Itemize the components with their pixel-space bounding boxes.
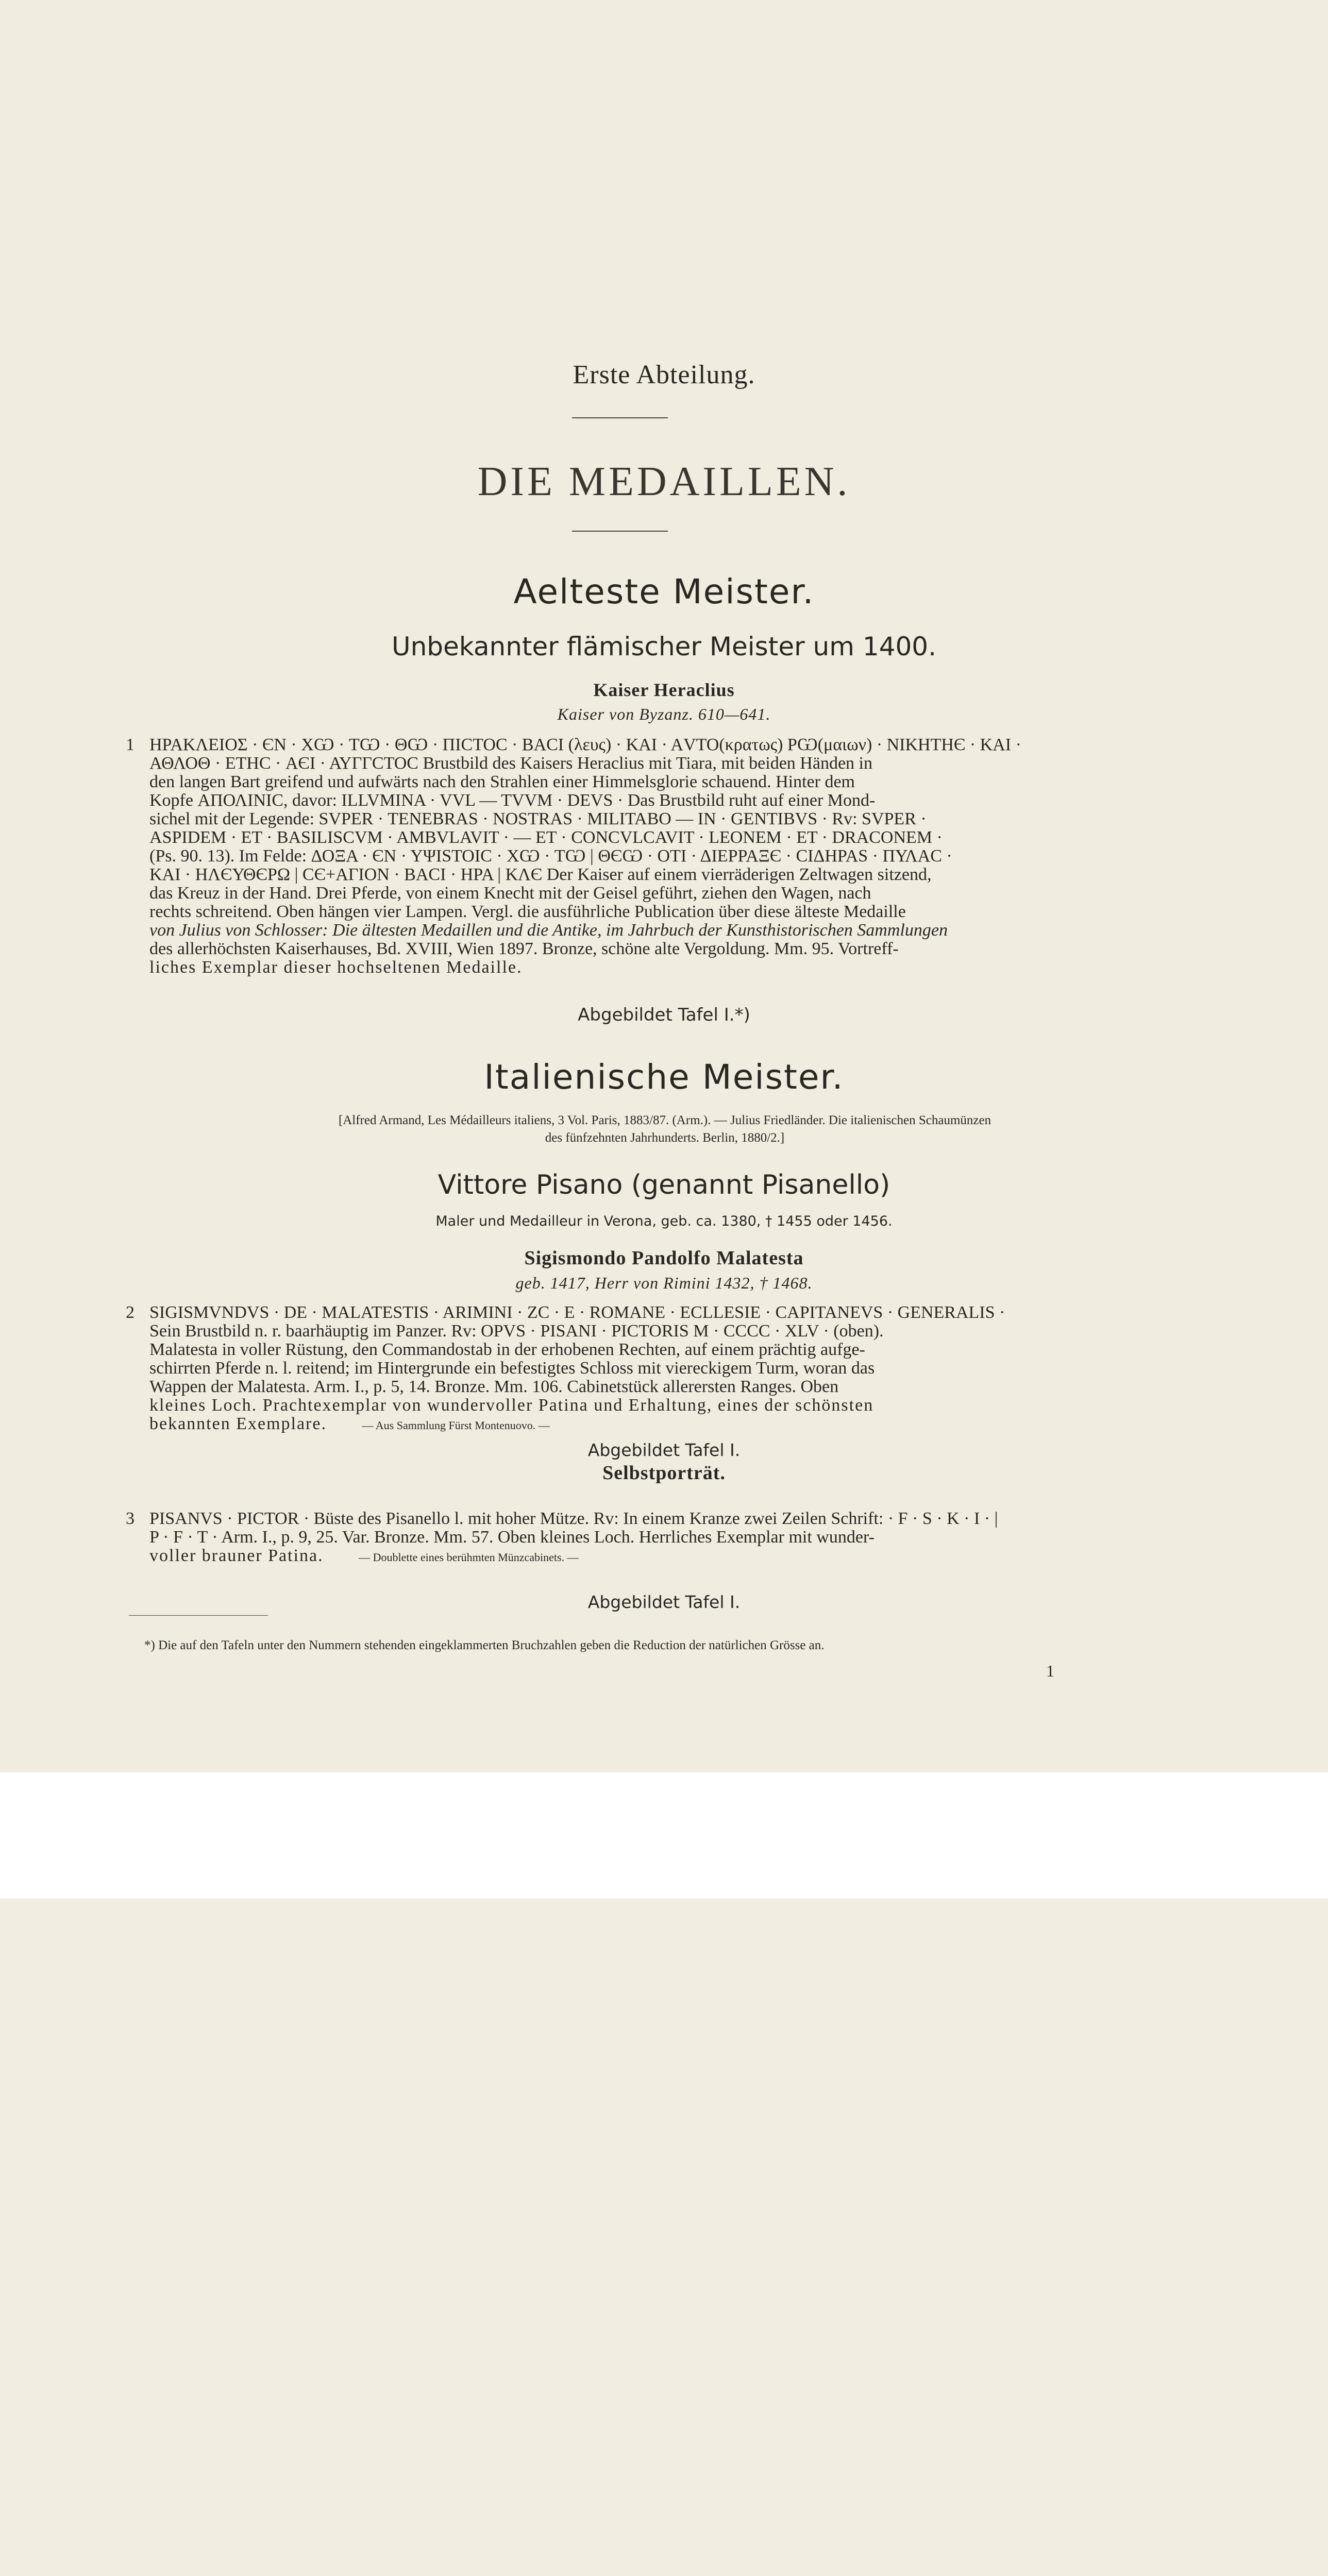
illustration-reference: Abgebildet Tafel I.: [587, 1592, 741, 1612]
section-heading: Italienische Meister.: [484, 1057, 844, 1097]
entry-heading: Sigismondo Pandolfo Malatesta: [524, 1247, 804, 1269]
divider: [572, 417, 668, 418]
entry-line: sichel mit der Legende: SVPER · TENEBRAS · NOSTRAS · MILITABO — IN · GENTIBVS · Rv: SVPER ·: [149, 809, 927, 828]
literature-line: [Alfred Armand, Les Médailleurs italiens, 3 Vol. Paris, 1883/87. (Arm.). — Julius Friedländer. Die italienischen Schaumünzen: [338, 1113, 991, 1127]
entry-line: ΑΘΛΟΘ · ΕΤΗC · ΑЄΙ · ΑΥΓΓCΤΟC Brustbild des Kaisers Heraclius mit Tiara, mit beiden Händen in: [149, 754, 872, 773]
entry-line: von Julius von Schlosser: Die ältesten Medaillen und die Antike, im Jahrbuch der Kunsthistorischen Sammlungen: [149, 921, 948, 940]
catalog-entry: [126, 1303, 1134, 1435]
entry-line: voller brauner Patina.: [149, 1546, 324, 1565]
catalog-entry: [126, 735, 1134, 977]
part-heading: Erste Abteilung.: [573, 360, 755, 389]
illustration-reference: Abgebildet Tafel I.: [587, 1440, 741, 1460]
entry-subtitle: Kaiser von Byzanz. 610—641.: [557, 705, 771, 723]
entry-line: den langen Bart greifend und aufwärts nach den Strahlen einer Himmelsglorie schauend. Hinter dem: [149, 772, 855, 791]
footnote: *) Die auf den Tafeln unter den Nummern stehenden eingeklammerten Bruchzahlen geben die Reduction der natürlichen Grösse an.: [144, 1638, 825, 1652]
entry-line: liches Exemplar dieser hochseltenen Medaille.: [149, 958, 523, 977]
entry-line: SIGISMVNDVS · DE · MALATESTIS · ARIMINI · ZC · E · ROMANE · ECLLESIE · CAPITANEVS · GENERALIS ·: [149, 1303, 1005, 1322]
divider: [572, 531, 668, 532]
entry-line: Sein Brustbild n. r. baarhäuptig im Panzer. Rv: OPVS · PISANI · PICTORIS M · CCCC · XLV · (oben).: [149, 1321, 884, 1341]
entry-line: des allerhöchsten Kaiserhauses, Bd. XVIII, Wien 1897. Bronze, schöne alte Vergoldung. Mm. 95. Vortreff-: [149, 939, 899, 958]
entry-line: Kopfe ΑΠΟΛΙΝΙC, davor: ILLVMINA · VVL — TVVM · DEVS · Das Brustbild ruht auf einer Mond-: [149, 791, 876, 810]
entry-line: ΚΑΙ · ΗΛЄΥΘЄΡΩ | CЄ+ΑΓΙΟΝ · ΒΑCΙ · ΗΡΑ | ΚΛЄ Der Kaiser auf einem vierräderigen Zeltwagen sitzend,: [149, 865, 932, 884]
entry-line: Malatesta in voller Rüstung, den Commandostab in der erhobenen Rechten, auf einem prächtig aufge-: [149, 1340, 865, 1359]
viewer-footer: [0, 1772, 1328, 1899]
subsection-heading: Unbekannter flämischer Meister um 1400.: [392, 632, 936, 662]
illustration-reference: Abgebildet Tafel I.*): [578, 1005, 750, 1025]
catalog-entry: [126, 1509, 1134, 1567]
entry-line: Wappen der Malatesta. Arm. I., p. 5, 14. Bronze. Mm. 106. Cabinetstück allerersten Ranges. Oben: [149, 1377, 839, 1396]
entry-line: PISANVS · PICTOR · Büste des Pisanello l. mit hoher Mütze. Rv: In einem Kranze zwei Zeilen Schrift: · F · S · K · I · |: [149, 1509, 998, 1528]
master-info: Maler und Medailleur in Verona, geb. ca. 1380, † 1455 oder 1456.: [435, 1213, 893, 1229]
entry-subtitle: geb. 1417, Herr von Rimini 1432, † 1468.: [515, 1274, 813, 1292]
literature-note: [175, 1112, 1154, 1147]
entry-number: 2: [126, 1303, 135, 1322]
footnote-divider: [129, 1615, 268, 1616]
entry-line: das Kreuz in der Hand. Drei Pferde, von einem Knecht mit der Geisel geführt, ziehen den Wagen, nach: [149, 884, 871, 903]
entry-line: kleines Loch. Prachtexemplar von wundervoller Patina und Erhaltung, eines der schönsten: [149, 1396, 874, 1415]
master-heading: Vittore Pisano (genannt Pisanello): [438, 1170, 890, 1200]
provenance: — Doublette eines berühmten Münzcabinets. —: [359, 1551, 579, 1564]
entry-line: schirrten Pferde n. l. reitend; im Hintergrunde ein befestigtes Schloss mit viereckigem Turm, woran das: [149, 1359, 875, 1378]
entry-line: ΗΡΑΚΛΕΙΟΣ · ЄΝ · ΧѠ · ΤѠ · ΘѠ · ΠΙCΤΟC · ΒΑCΙ (λευς) · ΚΑΙ · ΑVΤΟ(κρατως) ΡѠ(μαιων) · ΝΙΚΗΤΗЄ · ΚΑΙ ·: [149, 735, 1021, 754]
entry-heading: Kaiser Heraclius: [593, 680, 735, 700]
page-number: 1: [1046, 1662, 1054, 1680]
entry-line: (Ps. 90. 13). Im Felde: ΔΟΞΑ · ЄΝ · ΥΨΙSΤΟΙC · ΧѠ · ΤѠ | ΘЄѠ · ΟΤΙ · ΔΙΕΡΡΑΞЄ · CΙΔΗΡΑS · ΠΥΛΑC ·: [149, 846, 952, 866]
page-title: DIE MEDAILLEN.: [477, 459, 851, 504]
section-heading: Aelteste Meister.: [513, 572, 815, 612]
entry-line: rechts schreitend. Oben hängen vier Lampen. Vergl. die ausführliche Publication über diese älteste Medaille: [149, 902, 906, 921]
entry-number: 1: [126, 735, 135, 754]
provenance: — Aus Sammlung Fürst Montenuovo. —: [362, 1419, 550, 1432]
entry-line: bekannten Exemplare.: [149, 1414, 327, 1433]
entry-heading: Selbstporträt.: [602, 1462, 726, 1484]
entry-line: ASPIDEM · ET · BASILISCVM · AMBVLAVIT · — ET · CONCVLCAVIT · LEONEM · ET · DRACONEM ·: [149, 828, 943, 847]
entry-number: 3: [126, 1509, 135, 1528]
literature-line: des fünfzehnten Jahrhunderts. Berlin, 1880/2.]: [545, 1131, 785, 1145]
entry-line: P · F · T · Arm. I., p. 9, 25. Var. Bronze. Mm. 57. Oben kleines Loch. Herrliches Exemplar mit wunder-: [149, 1528, 875, 1547]
